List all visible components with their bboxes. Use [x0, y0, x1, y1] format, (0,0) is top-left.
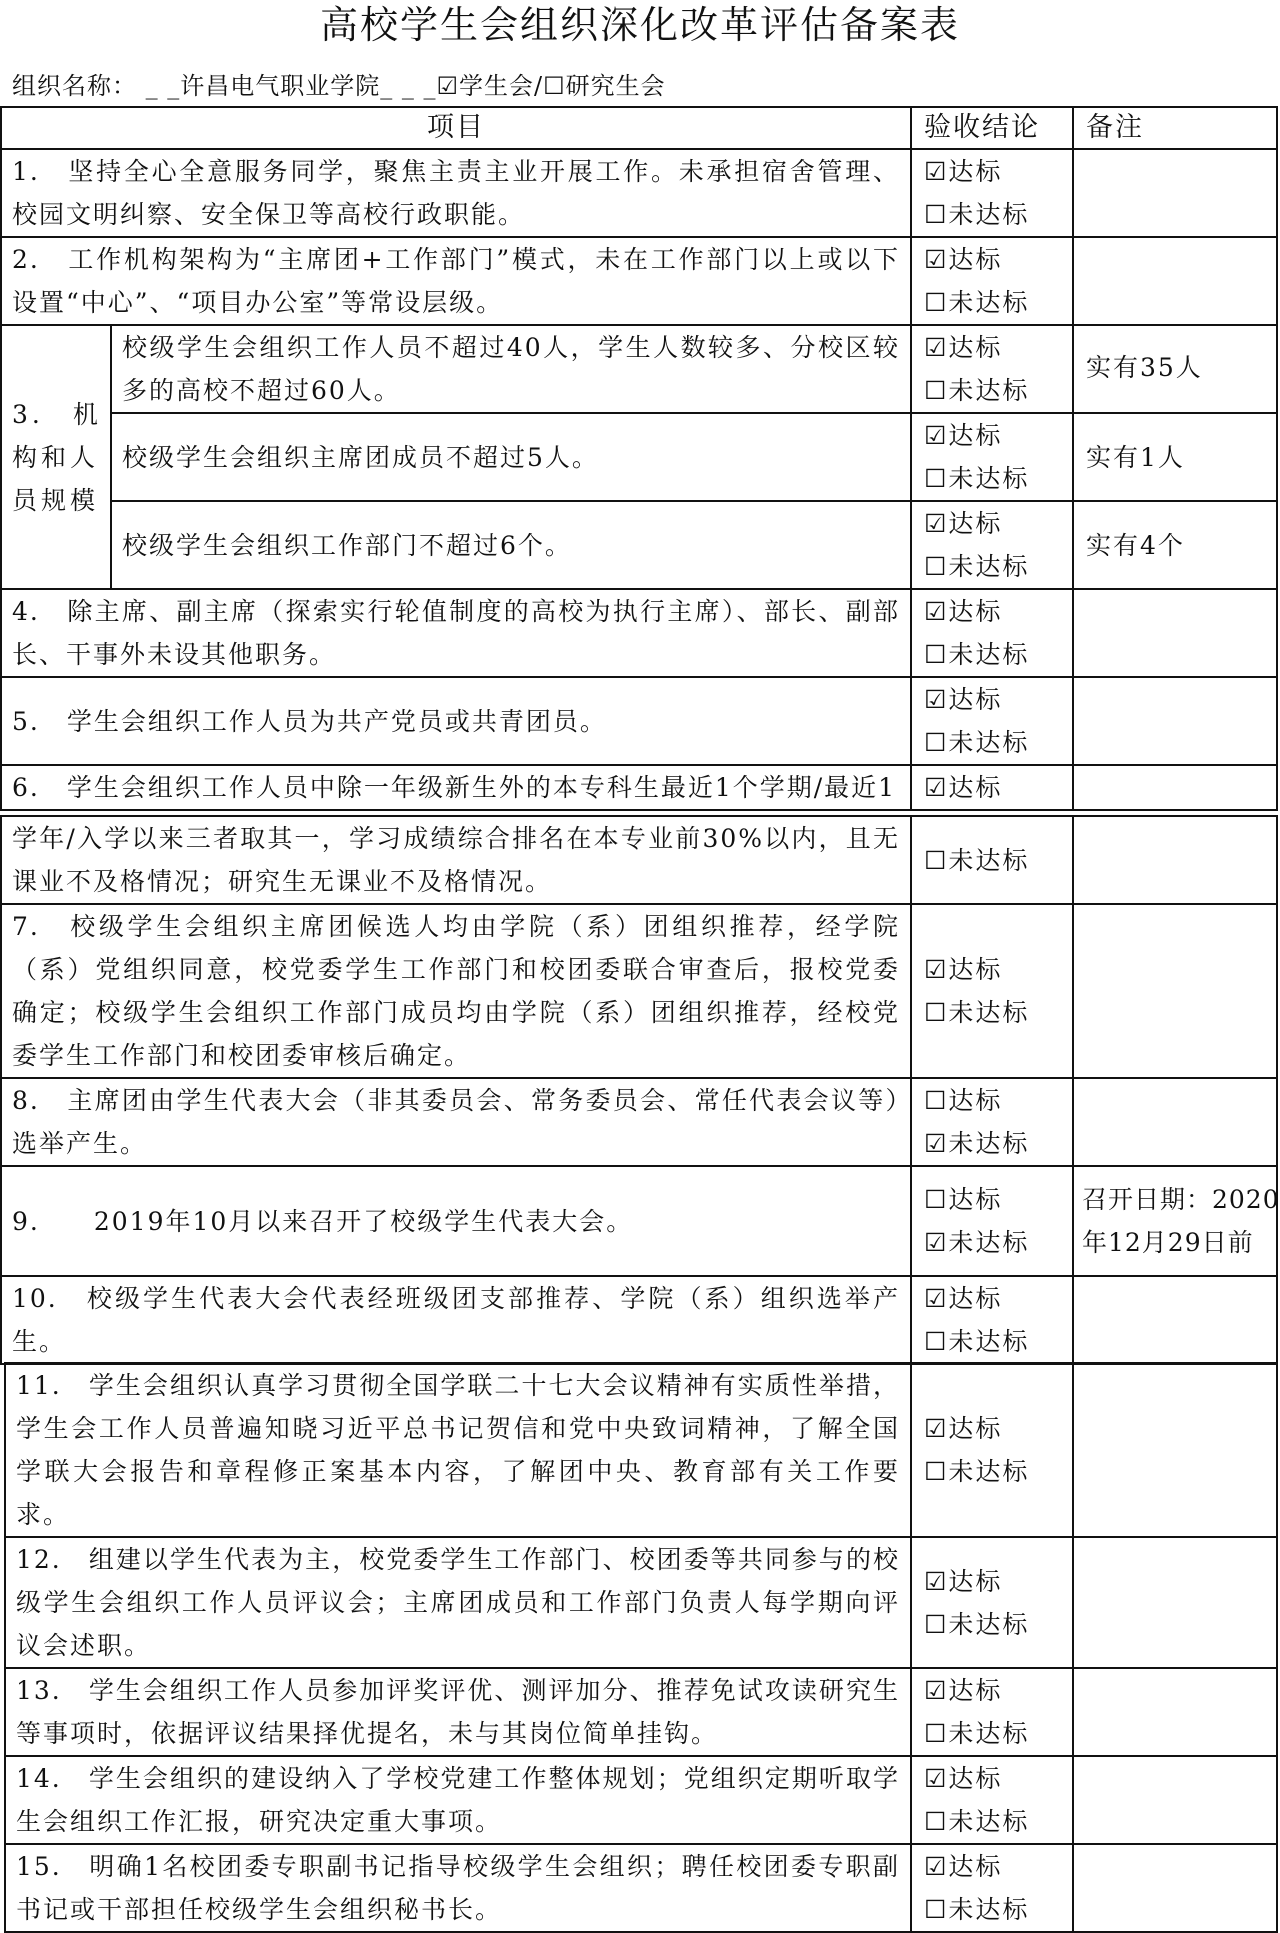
note-text: 实有35人 [1086, 353, 1203, 382]
table-row [1, 1166, 1277, 1276]
note-cell [1073, 237, 1277, 325]
checkbox-pass[interactable]: ☑达标 [924, 509, 1003, 538]
checkbox-fail[interactable]: ☑未达标 [924, 1129, 1030, 1158]
checkbox-pass[interactable]: ☑达标 [924, 955, 1003, 984]
note-cell [1073, 677, 1277, 765]
item-text: 15. 明确1名校团委专职副书记指导校级学生会组织；聘任校团委专职副书记或干部担任校级学生会组织秘书长。 [5, 1844, 911, 1932]
result-cell [911, 904, 1073, 1078]
note-cell [1073, 589, 1277, 677]
checkbox-pass[interactable]: ☑达标 [924, 1764, 1003, 1793]
note-cell [1073, 1668, 1277, 1756]
table-row [1, 325, 1277, 413]
item-text: 14. 学生会组织的建设纳入了学校党建工作整体规划；党组织定期听取学生会组织工作汇报，研究决定重大事项。 [5, 1756, 911, 1844]
checkbox-fail[interactable]: ☐未达标 [924, 1807, 1030, 1836]
checkbox-pass[interactable]: ☑达标 [924, 1284, 1003, 1313]
checkbox-fail[interactable]: ☐未达标 [924, 376, 1030, 405]
result-cell [911, 677, 1073, 765]
item-text: 校级学生会组织主席团成员不超过5人。 [111, 413, 911, 501]
note-text: 年12月29日前 [1082, 1228, 1254, 1257]
result-cell [911, 501, 1073, 589]
header-item: 项目 [1, 107, 911, 149]
table-header-row [1, 107, 1277, 149]
result-cell [911, 1668, 1073, 1756]
table-row [1, 501, 1277, 589]
checkbox-pass[interactable]: ☑达标 [924, 245, 1003, 274]
item-text: 2. 工作机构架构为“主席团+工作部门”模式，未在工作部门以上或以下设置“中心”、“项目办公室”等常设层级。 [1, 237, 911, 325]
table-row [1, 765, 1277, 810]
note-cell [1073, 1166, 1280, 1276]
result-cell [911, 1537, 1073, 1668]
result-cell [911, 589, 1073, 677]
note-cell [1073, 1844, 1277, 1932]
checkbox-pass[interactable]: ☑达标 [924, 1414, 1003, 1443]
checkbox-fail[interactable]: ☐未达标 [924, 1895, 1030, 1924]
item-text: 12. 组建以学生代表为主，校党委学生工作部门、校团委等共同参与的校级学生会组织工作人员评议会；主席团成员和工作部门负责人每学期向评议会述职。 [5, 1537, 911, 1668]
item-text: 1. 坚持全心全意服务同学，聚焦主责主业开展工作。未承担宿舍管理、校园文明纠察、安全保卫等高校行政职能。 [1, 149, 911, 237]
item-text: 13. 学生会组织工作人员参加评奖评优、测评加分、推荐免试攻读研究生等事项时，依据评议结果择优提名，未与其岗位简单挂钩。 [5, 1668, 911, 1756]
checkbox-pass[interactable]: ☑达标 [924, 333, 1003, 362]
checkbox-fail[interactable]: ☐未达标 [924, 640, 1030, 669]
checkbox-fail[interactable]: ☐未达标 [924, 1719, 1030, 1748]
checkbox-pass[interactable]: ☑达标 [924, 421, 1003, 450]
note-cell [1073, 1756, 1277, 1844]
result-cell [911, 237, 1073, 325]
header-note: 备注 [1073, 107, 1277, 149]
checkbox-pass[interactable]: ☑达标 [924, 773, 1003, 802]
item-text: 校级学生会组织工作部门不超过6个。 [111, 501, 911, 589]
checkbox-pass[interactable]: ☐达标 [924, 1185, 1003, 1214]
item-text: 5. 学生会组织工作人员为共产党员或共青团员。 [1, 677, 911, 765]
checkbox-pass[interactable]: ☑达标 [924, 685, 1003, 714]
checkbox-fail[interactable]: ☐未达标 [924, 464, 1030, 493]
table-row [5, 1668, 1277, 1756]
checkbox-fail[interactable]: ☐未达标 [924, 288, 1030, 317]
item-text: 10. 校级学生代表大会代表经班级团支部推荐、学院（系）组织选举产生。 [1, 1276, 911, 1364]
table-row [1, 149, 1277, 237]
assessment-table-part-1 [0, 106, 1278, 811]
item-text: 4. 除主席、副主席（探索实行轮值制度的高校为执行主席）、部长、副部长、干事外未设其他职务。 [1, 589, 911, 677]
table-row [1, 816, 1277, 904]
table-row [1, 1078, 1277, 1166]
checkbox-pass[interactable]: ☐达标 [924, 1086, 1003, 1115]
result-cell [911, 1363, 1073, 1537]
result-cell [911, 816, 1073, 904]
checkbox-fail[interactable]: ☑未达标 [924, 1228, 1030, 1257]
note-cell [1073, 1276, 1277, 1364]
checkbox-pass[interactable]: ☑达标 [924, 1852, 1003, 1881]
note-cell [1073, 149, 1277, 237]
note-text: 召开日期：2020 [1082, 1185, 1280, 1214]
note-cell [1073, 413, 1277, 501]
checkbox-pass[interactable]: ☑达标 [924, 157, 1003, 186]
checkbox-pass[interactable]: ☑达标 [924, 597, 1003, 626]
item-text: 6. 学生会组织工作人员中除一年级新生外的本专科生最近1个学期/最近1 [1, 765, 911, 810]
result-cell [911, 1844, 1073, 1932]
note-cell [1073, 816, 1277, 904]
checkbox-fail[interactable]: ☐未达标 [924, 200, 1030, 229]
table-row [1, 413, 1277, 501]
result-cell [911, 1078, 1073, 1166]
checkbox-fail[interactable]: ☐未达标 [924, 998, 1030, 1027]
checkbox-fail[interactable]: ☐未达标 [924, 845, 1030, 875]
table-row [5, 1844, 1277, 1932]
table-row [5, 1756, 1277, 1844]
table-row [1, 677, 1277, 765]
assessment-table-part-3 [4, 1362, 1278, 1933]
note-cell [1073, 1363, 1277, 1537]
result-cell [911, 149, 1073, 237]
note-text: 实有4个 [1086, 530, 1185, 560]
note-cell [1073, 501, 1277, 589]
table-row [1, 589, 1277, 677]
result-cell [911, 413, 1073, 501]
note-text: 实有1人 [1086, 442, 1185, 472]
result-cell [911, 325, 1073, 413]
form-title: 高校学生会组织深化改革评估备案表 [319, 3, 960, 47]
table-row [5, 1363, 1277, 1537]
item-text: 学年/入学以来三者取其一，学习成绩综合排名在本专业前30%以内，且无课业不及格情况；研究生无课业不及格情况。 [1, 816, 911, 904]
category-label: 3. 机构和人员规模 [1, 325, 111, 589]
checkbox-fail[interactable]: ☐未达标 [924, 1609, 1030, 1639]
item-text: 7. 校级学生会组织主席团候选人均由学院（系）团组织推荐，经学院（系）党组织同意，校党委学生工作部门和校团委联合审查后，报校党委确定；校级学生会组织工作部门成员均由学院（系）团组织推荐，经校党委学生工作部门和校团委审核后确定。 [1, 904, 911, 1078]
item-text: 校级学生会组织工作人员不超过40人，学生人数较多、分校区较多的高校不超过60人。 [111, 325, 911, 413]
organization-name-line: 组织名称： _ _许昌电气职业学院_ _ _☑学生会/☐研究生会 [12, 72, 666, 100]
item-text: 8. 主席团由学生代表大会（非其委员会、常务委员会、常任代表会议等）选举产生。 [1, 1078, 911, 1166]
checkbox-fail[interactable]: ☐未达标 [924, 1457, 1030, 1486]
note-cell [1073, 1537, 1277, 1668]
note-cell [1073, 325, 1277, 413]
result-cell [911, 1166, 1073, 1276]
assessment-table-part-2 [0, 815, 1278, 1365]
result-cell [911, 1276, 1073, 1364]
result-cell [911, 765, 1073, 810]
checkbox-fail[interactable]: ☐未达标 [924, 552, 1030, 581]
item-text: 9. 2019年10月以来召开了校级学生代表大会。 [1, 1166, 911, 1276]
table-row [5, 1537, 1277, 1668]
table-row [1, 904, 1277, 1078]
note-cell [1073, 904, 1277, 1078]
header-result: 验收结论 [911, 107, 1073, 149]
note-cell [1073, 765, 1277, 810]
checkbox-pass[interactable]: ☑达标 [924, 1566, 1003, 1596]
table-row [1, 1276, 1277, 1364]
table-row [1, 237, 1277, 325]
checkbox-fail[interactable]: ☐未达标 [924, 728, 1030, 757]
result-cell [911, 1756, 1073, 1844]
checkbox-pass[interactable]: ☑达标 [924, 1676, 1003, 1705]
note-cell [1073, 1078, 1277, 1166]
item-text: 11. 学生会组织认真学习贯彻全国学联二十七大会议精神有实质性举措，学生会工作人员普遍知晓习近平总书记贺信和党中央致词精神，了解全国学联大会报告和章程修正案基本内容，了解团中央、教育部有关工作要求。 [5, 1363, 911, 1537]
checkbox-fail[interactable]: ☐未达标 [924, 1327, 1030, 1356]
